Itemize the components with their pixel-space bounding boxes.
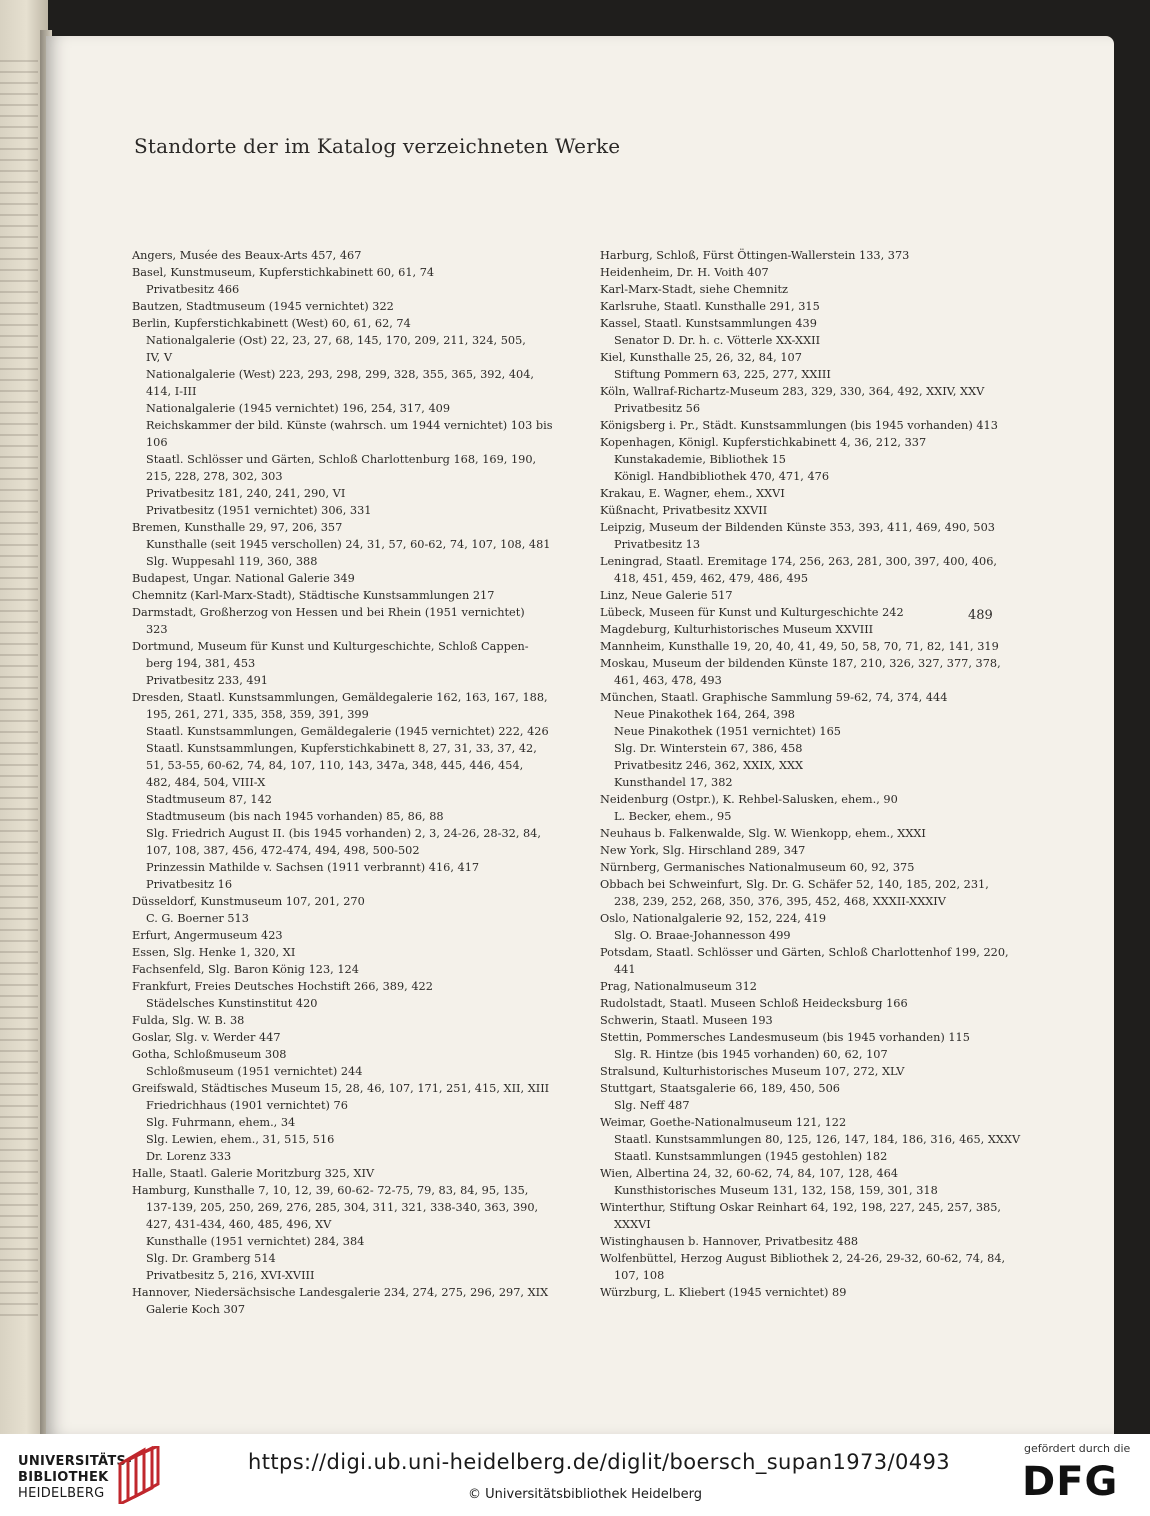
index-entry: Leningrad, Staatl. Eremitage 174, 256, 263, 281, 300, 397, 400, 406, xyxy=(600,555,998,568)
index-entry: Königl. Handbibliothek 470, 471, 476 xyxy=(614,470,830,483)
index-entry: Senator D. Dr. h. c. Vötterle XX-XXII xyxy=(614,334,821,347)
index-entry: Hannover, Niedersächsische Landesgalerie 234, 274, 275, 296, 297, XIX xyxy=(132,1286,549,1299)
index-entry: Stiftung Pommern 63, 225, 277, XXIII xyxy=(614,368,831,381)
index-entry: Potsdam, Staatl. Schlösser und Gärten, Schloß Charlottenhof 199, 220, xyxy=(600,946,1009,959)
index-entry: 107, 108 xyxy=(614,1269,665,1282)
index-entry: Staatl. Kunstsammlungen (1945 gestohlen) 182 xyxy=(614,1150,888,1163)
index-entry: Berlin, Kupferstichkabinett (West) 60, 61, 62, 74 xyxy=(132,317,411,330)
index-entry: Privatbesitz 181, 240, 241, 290, VI xyxy=(146,487,346,500)
index-entry: 195, 261, 271, 335, 358, 359, 391, 399 xyxy=(146,708,369,721)
index-entry: Hamburg, Kunsthalle 7, 10, 12, 39, 60-62- 72-75, 79, 83, 84, 95, 135, xyxy=(132,1184,529,1197)
index-entry: Karlsruhe, Staatl. Kunsthalle 291, 315 xyxy=(600,300,820,313)
index-entry: Weimar, Goethe-Nationalmuseum 121, 122 xyxy=(600,1116,847,1129)
index-entry: Neuhaus b. Falkenwalde, Slg. W. Wienkopp, ehem., XXXI xyxy=(600,827,926,840)
index-entry: 323 xyxy=(146,623,168,636)
index-entry: Slg. Neff 487 xyxy=(614,1099,690,1112)
index-entry: Staatl. Kunstsammlungen, Gemäldegalerie (1945 vernichtet) 222, 426 xyxy=(146,725,549,738)
index-entry: Fulda, Slg. W. B. 38 xyxy=(132,1014,245,1027)
index-entry: 137-139, 205, 250, 269, 276, 285, 304, 311, 321, 338-340, 363, 390, xyxy=(146,1201,539,1214)
index-entry: Leipzig, Museum der Bildenden Künste 353, 393, 411, 469, 490, 503 xyxy=(600,521,995,534)
index-entry: 441 xyxy=(614,963,636,976)
index-entry: Bautzen, Stadtmuseum (1945 vernichtet) 322 xyxy=(132,300,394,313)
index-entry: 215, 228, 278, 302, 303 xyxy=(146,470,283,483)
index-entry: Privatbesitz 56 xyxy=(614,402,701,415)
index-entry: Neue Pinakothek (1951 vernichtet) 165 xyxy=(614,725,841,738)
index-entry: Frankfurt, Freies Deutsches Hochstift 266, 389, 422 xyxy=(132,980,433,993)
index-entry: Kunsthistorisches Museum 131, 132, 158, 159, 301, 318 xyxy=(614,1184,938,1197)
index-entry: Obbach bei Schweinfurt, Slg. Dr. G. Schäfer 52, 140, 185, 202, 231, xyxy=(600,878,989,891)
index-entry: Slg. Friedrich August II. (bis 1945 vorhanden) 2, 3, 24-26, 28-32, 84, xyxy=(146,827,541,840)
index-entry: 427, 431-434, 460, 485, 496, XV xyxy=(146,1218,332,1231)
index-entry: Nationalgalerie (West) 223, 293, 298, 299, 328, 355, 365, 392, 404, xyxy=(146,368,534,381)
index-entry: Privatbesitz 466 xyxy=(146,283,240,296)
index-entry: Slg. Wuppesahl 119, 360, 388 xyxy=(146,555,318,568)
index-entry: Stadtmuseum (bis nach 1945 vorhanden) 85, 86, 88 xyxy=(146,810,444,823)
index-entry: C. G. Boerner 513 xyxy=(146,912,249,925)
index-entry: Krakau, E. Wagner, ehem., XXVI xyxy=(600,487,785,500)
page-number: 489 xyxy=(968,608,993,623)
index-entry: Slg. R. Hintze (bis 1945 vorhanden) 60, 62, 107 xyxy=(614,1048,888,1061)
index-entry: 51, 53-55, 60-62, 74, 84, 107, 110, 143, 347a, 348, 445, 446, 454, xyxy=(146,759,524,772)
index-entry: Köln, Wallraf-Richartz-Museum 283, 329, 330, 364, 492, XXIV, XXV xyxy=(600,385,985,398)
index-entry: Kiel, Kunsthalle 25, 26, 32, 84, 107 xyxy=(600,351,802,364)
index-entry: Privatbesitz 13 xyxy=(614,538,701,551)
index-entry: Wolfenbüttel, Herzog August Bibliothek 2, 24-26, 29-32, 60-62, 74, 84, xyxy=(600,1252,1006,1265)
index-entry: Kassel, Staatl. Kunstsammlungen 439 xyxy=(600,317,817,330)
index-entry: Dortmund, Museum für Kunst und Kulturgeschichte, Schloß Cappen- xyxy=(132,640,529,653)
index-entry: L. Becker, ehem., 95 xyxy=(614,810,732,823)
logo-line-1: UNIVERSITÄTS- xyxy=(18,1454,132,1469)
index-entry: Schloßmuseum (1951 vernichtet) 244 xyxy=(146,1065,363,1078)
index-entry: Kunsthalle (1951 vernichtet) 284, 384 xyxy=(146,1235,365,1248)
index-entry: Würzburg, L. Kliebert (1945 vernichtet) 89 xyxy=(600,1286,847,1299)
index-entry: Nürnberg, Germanisches Nationalmuseum 60, 92, 375 xyxy=(600,861,915,874)
index-entry: Goslar, Slg. v. Werder 447 xyxy=(132,1031,281,1044)
index-entry: Kopenhagen, Königl. Kupferstichkabinett 4, 36, 212, 337 xyxy=(600,436,927,449)
index-entry: Rudolstadt, Staatl. Museen Schloß Heidecksburg 166 xyxy=(600,997,908,1010)
index-entry: Neue Pinakothek 164, 264, 398 xyxy=(614,708,795,721)
index-entry: Heidenheim, Dr. H. Voith 407 xyxy=(600,266,769,279)
ub-book-mark-icon xyxy=(114,1446,160,1504)
index-entry: Privatbesitz (1951 vernichtet) 306, 331 xyxy=(146,504,372,517)
index-entry: Basel, Kunstmuseum, Kupferstichkabinett 60, 61, 74 xyxy=(132,266,435,279)
index-entry: Staatl. Kunstsammlungen, Kupferstichkabinett 8, 27, 31, 33, 37, 42, xyxy=(146,742,537,755)
index-entry: Prag, Nationalmuseum 312 xyxy=(600,980,757,993)
index-entry: Oslo, Nationalgalerie 92, 152, 224, 419 xyxy=(600,912,827,925)
index-entry: Budapest, Ungar. National Galerie 349 xyxy=(132,572,355,585)
index-entry: Kunstakademie, Bibliothek 15 xyxy=(614,453,786,466)
index-entry: Privatbesitz 16 xyxy=(146,878,233,891)
index-entry: Stettin, Pommersches Landesmuseum (bis 1945 vorhanden) 115 xyxy=(600,1031,970,1044)
index-entry: Halle, Staatl. Galerie Moritzburg 325, XIV xyxy=(132,1167,375,1180)
index-entry: Küßnacht, Privatbesitz XXVII xyxy=(600,504,768,517)
index-entry: Nationalgalerie (Ost) 22, 23, 27, 68, 145, 170, 209, 211, 324, 505, xyxy=(146,334,526,347)
index-entry: Greifswald, Städtisches Museum 15, 28, 46, 107, 171, 251, 415, XII, XIII xyxy=(132,1082,550,1095)
dfg-logo[interactable]: DFG xyxy=(1022,1459,1119,1505)
index-entry: 238, 239, 252, 268, 350, 376, 395, 452, 468, XXXII-XXXIV xyxy=(614,895,946,908)
index-entry: Linz, Neue Galerie 517 xyxy=(600,589,733,602)
index-entry: Slg. Lewien, ehem., 31, 515, 516 xyxy=(146,1133,335,1146)
index-entry: 482, 484, 504, VIII-X xyxy=(146,776,266,789)
index-entry: Privatbesitz 5, 216, XVI-XVIII xyxy=(146,1269,315,1282)
index-entry: Wien, Albertina 24, 32, 60-62, 74, 84, 107, 128, 464 xyxy=(600,1167,899,1180)
index-entry: Privatbesitz 233, 491 xyxy=(146,674,268,687)
index-entry: 461, 463, 478, 493 xyxy=(614,674,722,687)
index-entry: Kunsthandel 17, 382 xyxy=(614,776,733,789)
index-entry: Nationalgalerie (1945 vernichtet) 196, 254, 317, 409 xyxy=(146,402,451,415)
index-entry: New York, Slg. Hirschland 289, 347 xyxy=(600,844,806,857)
index-entry: Dresden, Staatl. Kunstsammlungen, Gemäldegalerie 162, 163, 167, 188, xyxy=(132,691,548,704)
index-entry: Kunsthalle (seit 1945 verschollen) 24, 31, 57, 60-62, 74, 107, 108, 481 xyxy=(146,538,551,551)
index-entry: Friedrichhaus (1901 vernichtet) 76 xyxy=(146,1099,348,1112)
index-entry: XXXVI xyxy=(614,1218,651,1231)
index-entry: 106 xyxy=(146,436,168,449)
index-entry: Stralsund, Kulturhistorisches Museum 107, 272, XLV xyxy=(600,1065,905,1078)
index-entry: Erfurt, Angermuseum 423 xyxy=(132,929,283,942)
index-entry: Magdeburg, Kulturhistorisches Museum XXVIII xyxy=(600,623,874,636)
index-entry: Angers, Musée des Beaux-Arts 457, 467 xyxy=(132,249,362,262)
index-entry: Privatbesitz 246, 362, XXIX, XXX xyxy=(614,759,804,772)
index-entry: 414, I-III xyxy=(146,385,197,398)
previous-page-text-fragment xyxy=(0,60,38,1320)
index-entry: München, Staatl. Graphische Sammlung 59-62, 74, 374, 444 xyxy=(600,691,948,704)
index-entry: berg 194, 381, 453 xyxy=(146,657,256,670)
index-entry: Düsseldorf, Kunstmuseum 107, 201, 270 xyxy=(132,895,365,908)
index-entry: Staatl. Schlösser und Gärten, Schloß Charlottenburg 168, 169, 190, xyxy=(146,453,537,466)
index-entry: Harburg, Schloß, Fürst Öttingen-Wallerstein 133, 373 xyxy=(600,249,910,262)
book-page xyxy=(46,36,1114,1434)
index-entry: Reichskammer der bild. Künste (wahrsch. um 1944 vernichtet) 103 bis xyxy=(146,419,553,432)
index-entry: Bremen, Kunsthalle 29, 97, 206, 357 xyxy=(132,521,343,534)
index-entry: 107, 108, 387, 456, 472-474, 494, 498, 500-502 xyxy=(146,844,420,857)
index-entry: 418, 451, 459, 462, 479, 486, 495 xyxy=(614,572,809,585)
index-entry: Moskau, Museum der bildenden Künste 187, 210, 326, 327, 377, 378, xyxy=(600,657,1001,670)
index-entry: Fachsenfeld, Slg. Baron König 123, 124 xyxy=(132,963,359,976)
index-entry: Slg. Dr. Gramberg 514 xyxy=(146,1252,276,1265)
index-entry: Stuttgart, Staatsgalerie 66, 189, 450, 506 xyxy=(600,1082,840,1095)
index-entry: Slg. Dr. Winterstein 67, 386, 458 xyxy=(614,742,803,755)
index-entry: Neidenburg (Ostpr.), K. Rehbel-Salusken, ehem., 90 xyxy=(600,793,898,806)
viewer-footer xyxy=(0,1434,1150,1516)
copyright-text: © Universitätsbibliothek Heidelberg xyxy=(468,1487,703,1502)
index-entry: Stadtmuseum 87, 142 xyxy=(146,793,272,806)
index-entry: IV, V xyxy=(146,351,172,364)
index-column-right xyxy=(600,247,1032,1301)
sponsor-label: gefördert durch die xyxy=(1024,1442,1131,1455)
index-entry: Winterthur, Stiftung Oskar Reinhart 64, 192, 198, 227, 245, 257, 385, xyxy=(600,1201,1002,1214)
logo-line-3: HEIDELBERG xyxy=(18,1486,105,1501)
index-entry: Staatl. Kunstsammlungen 80, 125, 126, 147, 184, 186, 316, 465, XXXV xyxy=(614,1133,1021,1146)
index-entry: Darmstadt, Großherzog von Hessen und bei Rhein (1951 vernichtet) xyxy=(132,606,525,619)
index-entry: Dr. Lorenz 333 xyxy=(146,1150,232,1163)
index-entry: Chemnitz (Karl-Marx-Stadt), Städtische Kunstsammlungen 217 xyxy=(132,589,495,602)
index-entry: Königsberg i. Pr., Städt. Kunstsammlungen (bis 1945 vorhanden) 413 xyxy=(600,419,998,432)
page-title: Standorte der im Katalog verzeichneten Werke xyxy=(134,134,621,158)
index-entry: Slg. O. Braae-Johannesson 499 xyxy=(614,929,791,942)
index-entry: Prinzessin Mathilde v. Sachsen (1911 verbrannt) 416, 417 xyxy=(146,861,480,874)
index-entry: Gotha, Schloßmuseum 308 xyxy=(132,1048,287,1061)
index-entry: Essen, Slg. Henke 1, 320, XI xyxy=(132,946,296,959)
index-entry: Mannheim, Kunsthalle 19, 20, 40, 41, 49, 50, 58, 70, 71, 82, 141, 319 xyxy=(600,640,999,653)
index-entry: Karl-Marx-Stadt, siehe Chemnitz xyxy=(600,283,789,296)
index-entry: Schwerin, Staatl. Museen 193 xyxy=(600,1014,773,1027)
index-entry: Wistinghausen b. Hannover, Privatbesitz 488 xyxy=(600,1235,859,1248)
permalink-url[interactable]: https://digi.ub.uni-heidelberg.de/diglit/boersch_supan1973/0493 xyxy=(248,1450,951,1474)
index-entry: Städelsches Kunstinstitut 420 xyxy=(146,997,318,1010)
index-entry: Lübeck, Museen für Kunst und Kulturgeschichte 242 xyxy=(600,606,904,619)
index-entry: Slg. Fuhrmann, ehem., 34 xyxy=(146,1116,296,1129)
index-entry: Galerie Koch 307 xyxy=(146,1303,246,1316)
logo-line-2: BIBLIOTHEK xyxy=(18,1470,109,1485)
index-column-left xyxy=(132,247,562,1318)
